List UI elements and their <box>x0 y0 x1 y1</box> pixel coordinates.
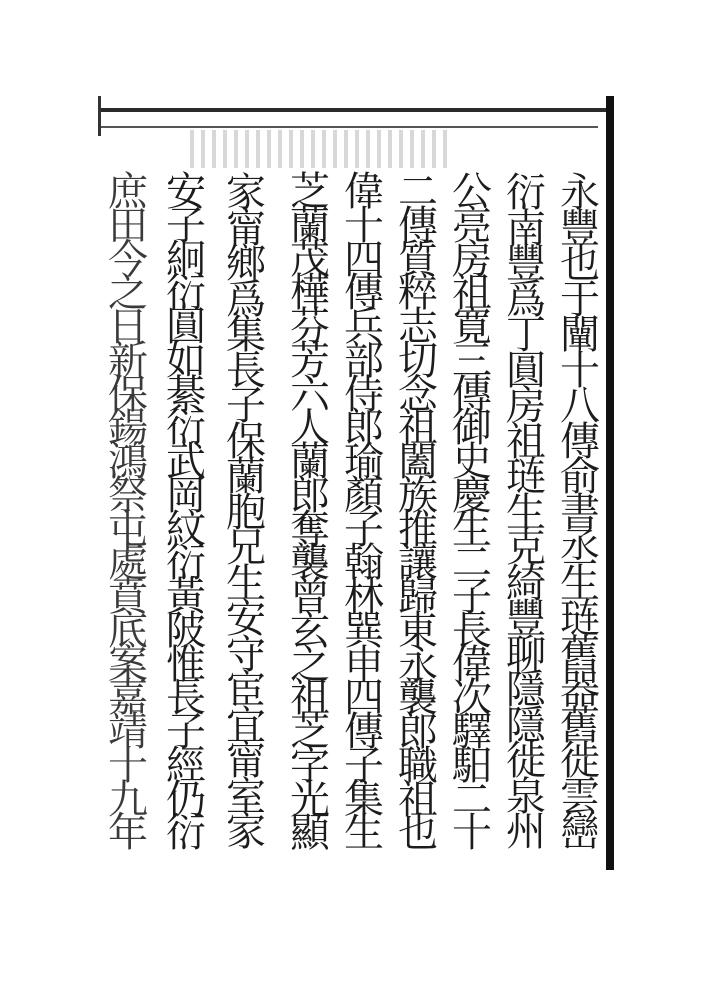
text-column-2 <box>502 170 550 856</box>
text-character: 集 <box>344 776 384 823</box>
text-character: 祖 <box>398 776 438 823</box>
text-character: 衍 <box>166 405 206 452</box>
text-character: 十 <box>108 742 148 789</box>
text-character: 蘭 <box>226 454 266 501</box>
text-character: 靖 <box>108 709 148 755</box>
text-character: 岡 <box>166 472 206 519</box>
text-character: 讓 <box>398 540 438 587</box>
text-column-9 <box>104 169 152 857</box>
text-character: 顏 <box>344 472 384 519</box>
text-character: 二 <box>452 540 492 587</box>
text-character: 泉 <box>506 773 546 820</box>
text-character: 衍 <box>506 170 546 216</box>
text-character: 舊 <box>560 631 600 678</box>
text-character: 部 <box>344 337 384 384</box>
text-character: 寛 <box>452 304 492 350</box>
text-character: 鴻 <box>108 439 148 485</box>
text-character: 永 <box>560 170 600 216</box>
text-character: 三 <box>452 337 492 384</box>
text-character: 襲 <box>290 540 330 587</box>
text-character: 六 <box>290 371 330 418</box>
text-character: 驛 <box>452 709 492 755</box>
text-character: 胞 <box>226 489 266 536</box>
text-character: 惟 <box>166 641 206 688</box>
text-character: 年 <box>108 810 148 857</box>
text-character: 也 <box>560 241 600 288</box>
text-column-6 <box>286 169 334 857</box>
text-character: 經 <box>166 742 206 789</box>
text-character: 室 <box>226 773 266 820</box>
text-character: 字 <box>290 742 330 789</box>
text-character: 傳 <box>344 709 384 755</box>
text-character: 屯 <box>108 506 148 553</box>
text-character: 圓 <box>506 347 546 394</box>
text-character: 如 <box>166 337 206 384</box>
text-character: 長 <box>226 347 266 394</box>
text-column-7 <box>222 170 270 856</box>
text-character: 也 <box>398 810 438 857</box>
text-character: 徙 <box>506 738 546 785</box>
frame-inner-border <box>98 126 598 128</box>
text-character: 生 <box>506 489 546 536</box>
text-character: 職 <box>398 742 438 789</box>
text-character: 長 <box>166 675 206 722</box>
text-character: 十 <box>452 810 492 857</box>
text-character: 慶 <box>452 472 492 519</box>
text-character: 祖 <box>506 418 546 465</box>
text-character: 案 <box>108 641 148 688</box>
text-character: 生 <box>226 560 266 607</box>
text-character: 玄 <box>290 607 330 654</box>
text-character: 芝 <box>290 169 330 215</box>
text-character: 奪 <box>290 506 330 553</box>
text-character: 長 <box>452 607 492 654</box>
text-character: 子 <box>452 574 492 620</box>
text-character: 襲 <box>398 675 438 722</box>
text-character: 粹 <box>398 270 438 317</box>
text-character: 日 <box>108 304 148 350</box>
text-character: 蘭 <box>290 439 330 485</box>
text-character: 衍 <box>166 810 206 857</box>
text-character: 家 <box>226 809 266 856</box>
text-character: 傳 <box>560 418 600 465</box>
text-character: 庶 <box>108 169 148 215</box>
text-character: 武 <box>166 439 206 485</box>
text-character: 嘉 <box>108 675 148 722</box>
text-character: 祖 <box>452 270 492 317</box>
text-character: 侍 <box>344 371 384 418</box>
text-character: 人 <box>290 405 330 452</box>
illegible-header-smudge <box>190 130 450 168</box>
text-character: 器 <box>560 667 600 714</box>
text-character: 郎 <box>290 472 330 519</box>
text-character: 祖 <box>398 405 438 452</box>
text-character: 闡 <box>560 312 600 359</box>
text-character: 生 <box>452 506 492 553</box>
text-character: 子 <box>344 506 384 553</box>
text-character: 生 <box>344 810 384 857</box>
text-character: 克 <box>506 525 546 572</box>
text-character: 史 <box>452 439 492 485</box>
text-character: 子 <box>226 383 266 430</box>
text-character: 傳 <box>398 202 438 249</box>
text-character: 質 <box>398 236 438 283</box>
text-character: 爲 <box>506 276 546 323</box>
text-character: 集 <box>226 312 266 359</box>
text-character: 黃 <box>166 574 206 620</box>
text-character: 圓 <box>166 304 206 350</box>
text-character: 房 <box>452 236 492 283</box>
text-character: 琏 <box>506 454 546 501</box>
text-character: 新 <box>108 337 148 384</box>
text-character: 四 <box>344 236 384 283</box>
text-character: 房 <box>506 383 546 430</box>
text-character: 四 <box>344 675 384 722</box>
text-character: 田 <box>108 202 148 249</box>
text-character: 絅 <box>166 236 206 283</box>
text-character: 保 <box>226 418 266 465</box>
text-character: 丁 <box>506 312 546 359</box>
text-character: 守 <box>226 631 266 678</box>
text-character: 公 <box>452 169 492 215</box>
text-character: 曾 <box>290 574 330 620</box>
text-character: 兵 <box>344 304 384 350</box>
text-character: 偉 <box>344 169 384 215</box>
text-character: 十 <box>344 202 384 249</box>
text-character: 南 <box>506 205 546 252</box>
text-character: 巒 <box>560 809 600 856</box>
text-character: 子 <box>166 202 206 249</box>
text-character: 馹 <box>452 742 492 789</box>
text-character: 茂 <box>290 236 330 283</box>
text-character: 志 <box>398 304 438 350</box>
text-character: 切 <box>398 337 438 384</box>
text-character: 二 <box>398 169 438 215</box>
text-character: 聊 <box>506 631 546 678</box>
text-column-3 <box>448 169 496 857</box>
text-character: 兄 <box>226 525 266 572</box>
text-character: 瑜 <box>344 439 384 485</box>
text-character: 顯 <box>290 810 330 857</box>
text-character: 傳 <box>344 270 384 317</box>
text-character: 御 <box>452 405 492 452</box>
text-character: 賁 <box>108 574 148 620</box>
text-character: 闔 <box>398 439 438 485</box>
text-character: 九 <box>108 776 148 823</box>
text-character: 永 <box>398 641 438 688</box>
text-character: 綦 <box>166 371 206 418</box>
text-character: 祖 <box>290 675 330 722</box>
text-character: 子 <box>344 742 384 789</box>
text-character: 申 <box>344 641 384 688</box>
text-character: 翰 <box>344 540 384 587</box>
text-character: 巽 <box>344 607 384 654</box>
text-character: 偉 <box>452 641 492 688</box>
frame-top-border <box>98 108 614 112</box>
text-character: 豐 <box>506 596 546 643</box>
text-character: 安 <box>166 169 206 215</box>
text-character: 族 <box>398 472 438 519</box>
text-character: 念 <box>398 371 438 418</box>
text-character: 衍 <box>166 270 206 317</box>
text-character: 衍 <box>166 540 206 587</box>
text-character: 紋 <box>166 506 206 553</box>
text-character: 郎 <box>398 709 438 755</box>
text-column-8 <box>162 169 210 857</box>
text-character: 丞 <box>560 525 600 572</box>
text-character: 宜 <box>226 702 266 749</box>
text-character: 東 <box>398 607 438 654</box>
text-character: 傳 <box>452 371 492 418</box>
text-character: 生 <box>560 560 600 607</box>
text-character: 之 <box>108 270 148 317</box>
text-character: 蘭 <box>290 202 330 249</box>
text-character: 鍚 <box>108 405 148 452</box>
frame-left-border <box>98 96 101 136</box>
text-character: 家 <box>226 170 266 216</box>
text-character: 子 <box>166 709 206 755</box>
text-character: 陂 <box>166 607 206 654</box>
text-character: 舊 <box>560 702 600 749</box>
text-character: 處 <box>108 540 148 587</box>
text-character: 宦 <box>226 667 266 714</box>
text-character: 州 <box>506 809 546 856</box>
text-character: 林 <box>344 574 384 620</box>
text-character: 仍 <box>166 776 206 823</box>
text-character: 之 <box>290 641 330 688</box>
text-character: 樺 <box>290 270 330 317</box>
text-character: 琏 <box>560 596 600 643</box>
text-character: 隱 <box>506 667 546 714</box>
text-character: 甯 <box>226 738 266 785</box>
text-character: 郎 <box>344 405 384 452</box>
text-character: 雲 <box>560 773 600 820</box>
text-character: 今 <box>108 236 148 283</box>
text-character: 歸 <box>398 574 438 620</box>
text-character: 亮 <box>452 202 492 249</box>
text-character: 豐 <box>506 241 546 288</box>
text-character: 豐 <box>560 205 600 252</box>
text-character: 芝 <box>290 709 330 755</box>
text-character: 甯 <box>226 205 266 252</box>
text-character: 十 <box>560 347 600 394</box>
text-character: 祭 <box>108 472 148 519</box>
text-character: 次 <box>452 675 492 722</box>
text-character: 推 <box>398 506 438 553</box>
text-character: 于 <box>560 276 600 323</box>
text-character: 底 <box>108 607 148 654</box>
text-character: 安 <box>226 596 266 643</box>
text-character: 光 <box>290 776 330 823</box>
text-character: 徙 <box>560 738 600 785</box>
text-character: 保 <box>108 371 148 418</box>
text-column-5 <box>340 169 388 857</box>
text-character: 八 <box>560 383 600 430</box>
text-character: 二 <box>452 776 492 823</box>
text-character: 隱 <box>506 702 546 749</box>
text-character: 芳 <box>290 337 330 384</box>
text-character: 俞 <box>560 454 600 501</box>
text-character: 綺 <box>506 560 546 607</box>
text-character: 芬 <box>290 304 330 350</box>
text-character: 爲 <box>226 276 266 323</box>
text-column-1 <box>556 170 604 856</box>
text-character: 書 <box>560 489 600 536</box>
text-character: 鄉 <box>226 241 266 288</box>
text-column-4 <box>394 169 442 857</box>
frame-right-border <box>606 96 614 870</box>
